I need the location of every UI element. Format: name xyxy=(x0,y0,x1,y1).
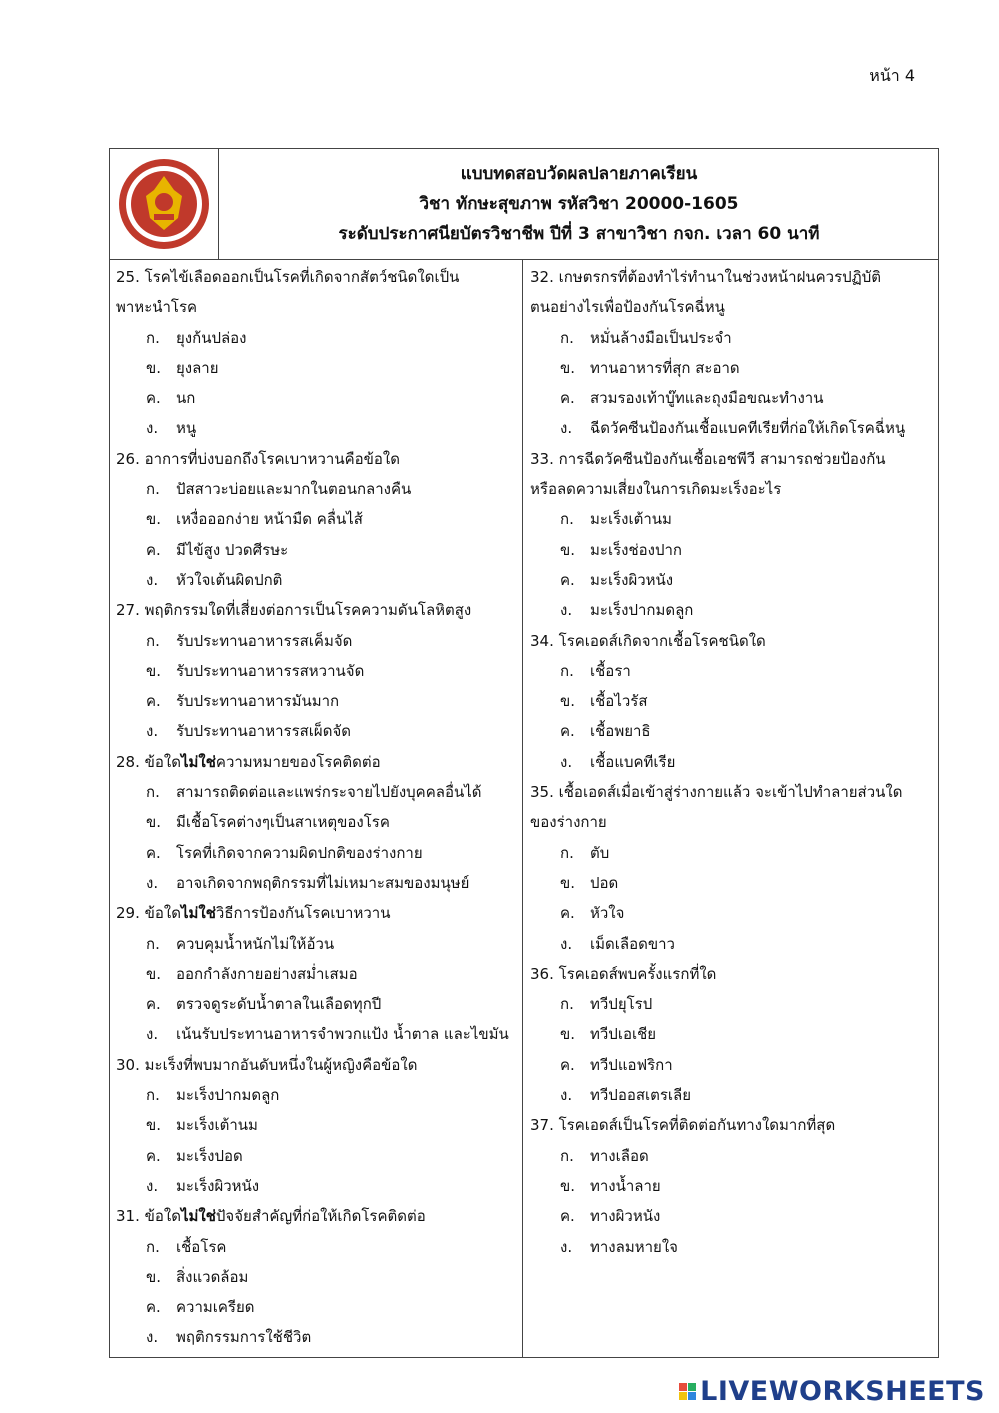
logo-square xyxy=(688,1392,696,1400)
choice-text: เม็ดเลือดขาว xyxy=(590,934,675,953)
choice-letter: ค. xyxy=(146,843,161,862)
choice-text: ทวีปเอเชีย xyxy=(590,1025,657,1044)
question-text xyxy=(530,959,932,989)
logo-square xyxy=(679,1383,687,1391)
choice-letter: ก. xyxy=(560,843,574,862)
choice-text: พฤติกรรมการใช้ชีวิต xyxy=(176,1328,312,1347)
answer-choice[interactable] xyxy=(116,353,516,383)
question-stem: ข้อใด xyxy=(139,1207,181,1226)
answer-choice[interactable] xyxy=(116,1019,516,1049)
choice-text: อาจเกิดจากพฤติกรรมที่ไม่เหมาะสมของมนุษย์ xyxy=(176,873,470,892)
answer-choice[interactable] xyxy=(116,989,516,1019)
answer-choice[interactable] xyxy=(116,504,516,534)
question-text-continued: ของร่างกาย xyxy=(530,813,607,832)
choice-text: หัวใจ xyxy=(590,904,625,923)
liveworksheets-brand xyxy=(679,1376,985,1407)
question-stem: โรคเอดส์เป็นโรคที่ติดต่อกันทางใดมากที่สุด xyxy=(553,1116,836,1135)
question-emphasis: ไม่ใช่ xyxy=(180,904,216,923)
question-stem: เกษตรกรที่ต้องทำไร่ทำนาในช่วงหน้าฝนควรปฏิบัติ xyxy=(553,268,882,286)
question-number: 35. xyxy=(530,783,554,802)
answer-choice[interactable] xyxy=(116,413,516,443)
question-text xyxy=(530,626,932,656)
answer-choice[interactable] xyxy=(116,777,516,807)
choice-text: มะเร็งผิวหนัง xyxy=(176,1176,260,1195)
choice-letter: ง. xyxy=(560,934,573,953)
choice-text: หมั่นล้างมือเป็นประจำ xyxy=(590,328,732,347)
choice-text: มีเชื้อโรคต่างๆเป็นสาเหตุของโรค xyxy=(176,813,390,832)
left-column xyxy=(110,260,523,1357)
question-stem: อาการที่บ่งบอกถึงโรคเบาหวานคือข้อใด xyxy=(139,449,400,468)
answer-choice[interactable] xyxy=(530,535,932,565)
choice-text: มะเร็งช่องปาก xyxy=(590,540,682,559)
choice-text: ทางเลือด xyxy=(590,1146,649,1165)
choice-letter: ค. xyxy=(146,692,161,711)
question-number: 29. xyxy=(116,904,140,923)
choice-letter: ข. xyxy=(146,1267,162,1286)
answer-choice[interactable] xyxy=(530,1080,932,1110)
choice-text: ทานอาหารที่สุก สะอาด xyxy=(590,358,740,377)
answer-choice[interactable] xyxy=(530,656,932,686)
question-stem: มะเร็งที่พบมากอันดับหนึ่งในผู้หญิงคือข้อใด xyxy=(139,1055,418,1074)
answer-choice[interactable] xyxy=(116,656,516,686)
question-text xyxy=(116,262,516,292)
choice-text: ออกกำลังกายอย่างสม่ำเสมอ xyxy=(176,964,358,983)
exam-table xyxy=(109,148,939,1358)
choice-text: โรคที่เกิดจากความผิดปกติของร่างกาย xyxy=(176,843,423,862)
choice-letter: ง. xyxy=(560,419,573,438)
question-text xyxy=(530,444,932,474)
choice-letter: ข. xyxy=(560,692,576,711)
question-text xyxy=(116,595,516,625)
answer-choice[interactable] xyxy=(116,1322,516,1352)
question-number: 31. xyxy=(116,1207,140,1226)
choice-text: หนู xyxy=(176,419,197,438)
answer-choice[interactable] xyxy=(530,1019,932,1049)
question-stem: การฉีดวัคซีนป้องกันเชื้อเอชพีวี สามารถช่วยป้องกัน xyxy=(553,449,886,468)
choice-letter: ข. xyxy=(146,1116,162,1135)
answer-choice[interactable] xyxy=(530,868,932,898)
choice-letter: ก. xyxy=(560,661,574,680)
answer-choice[interactable] xyxy=(530,1171,932,1201)
choice-letter: ค. xyxy=(146,995,161,1014)
choice-text: ทวีปแอฟริกา xyxy=(590,1055,673,1074)
choice-text: เหงื่อออกง่าย หน้ามืด คลื่นไส้ xyxy=(176,510,363,529)
answer-choice[interactable] xyxy=(530,716,932,746)
choice-letter: ค. xyxy=(146,389,161,408)
choice-letter: ก. xyxy=(560,995,574,1014)
choice-letter: ข. xyxy=(560,1025,576,1044)
answer-choice[interactable] xyxy=(116,959,516,989)
question-stem-rest: ความหมายของโรคติดต่อ xyxy=(215,752,381,771)
question-text xyxy=(116,898,516,928)
answer-choice[interactable] xyxy=(530,323,932,353)
question-number: 30. xyxy=(116,1055,140,1074)
choice-text: ปอด xyxy=(590,873,619,892)
answer-choice[interactable] xyxy=(116,1232,516,1262)
question-stem-rest: วิธีการป้องกันโรคเบาหวาน xyxy=(215,904,391,923)
question-emphasis: ไม่ใช่ xyxy=(180,752,216,771)
exam-title: แบบทดสอบวัดผลปลายภาคเรียน xyxy=(460,164,698,184)
answer-choice[interactable] xyxy=(530,929,932,959)
brand-text: LIVEWORKSHEETS xyxy=(700,1376,985,1407)
choice-letter: ข. xyxy=(146,813,162,832)
answer-choice[interactable] xyxy=(116,323,516,353)
choice-text: รับประทานอาหารรสเผ็ดจัด xyxy=(176,722,351,741)
answer-choice[interactable] xyxy=(530,595,932,625)
choice-letter: ค. xyxy=(560,722,575,741)
question-emphasis: ไม่ใช่ xyxy=(180,1207,216,1226)
subject-line: วิชา ทักษะสุขภาพ รหัสวิชา 20000-1605 xyxy=(419,194,739,214)
choice-text: ทวีปออสเตรเลีย xyxy=(590,1086,692,1105)
answer-choice[interactable] xyxy=(116,1110,516,1140)
choice-text: ทางผิวหนัง xyxy=(590,1207,661,1226)
question-text xyxy=(530,262,932,292)
question-stem: ข้อใด xyxy=(139,904,181,923)
answer-choice[interactable] xyxy=(530,989,932,1019)
choice-text: เน้นรับประทานอาหารจำพวกแป้ง น้ำตาล และไขมัน xyxy=(176,1025,509,1044)
choice-letter: ง. xyxy=(146,722,159,741)
question-number: 26. xyxy=(116,449,140,468)
choice-letter: ข. xyxy=(560,873,576,892)
answer-choice[interactable] xyxy=(530,838,932,868)
choice-letter: ง. xyxy=(146,419,159,438)
choice-letter: ค. xyxy=(560,570,575,589)
choice-text: รับประทานอาหารรสเค็มจัด xyxy=(176,631,353,650)
choice-text: มะเร็งเต้านม xyxy=(176,1116,258,1135)
choice-letter: ค. xyxy=(560,904,575,923)
choice-text: ยุงก้นปล่อง xyxy=(176,328,247,347)
choice-text: เชื้อรา xyxy=(590,661,631,680)
answer-choice[interactable] xyxy=(116,1080,516,1110)
choice-text: หัวใจเต้นผิดปกติ xyxy=(176,570,283,589)
choice-letter: ง. xyxy=(146,1328,159,1347)
choice-letter: ข. xyxy=(560,540,576,559)
answer-choice[interactable] xyxy=(116,868,516,898)
choice-text: ตรวจดูระดับน้ำตาลในเลือดทุกปี xyxy=(176,995,382,1014)
choice-letter: ก. xyxy=(146,934,160,953)
choice-text: สวมรองเท้าบู๊ทและถุงมือขณะทำงาน xyxy=(590,389,824,408)
choice-letter: ข. xyxy=(560,358,576,377)
answer-choice[interactable] xyxy=(530,1232,932,1262)
choice-letter: ข. xyxy=(560,1176,576,1195)
question-text xyxy=(116,1050,516,1080)
answer-choice[interactable] xyxy=(530,898,932,928)
page-number: หน้า 4 xyxy=(869,66,915,85)
question-text xyxy=(530,1110,932,1140)
choice-text: เชื้อโรค xyxy=(176,1237,227,1256)
choice-text: ความเครียด xyxy=(176,1298,255,1317)
choice-text: ตับ xyxy=(590,843,610,862)
choice-letter: ก. xyxy=(146,1237,160,1256)
choice-text: ทางน้ำลาย xyxy=(590,1176,661,1195)
answer-choice[interactable] xyxy=(116,1262,516,1292)
choice-text: เชื้อไวรัส xyxy=(590,692,648,711)
choice-text: เชื้อแบคทีเรีย xyxy=(590,752,676,771)
exam-header xyxy=(110,149,938,260)
choice-text: มะเร็งเต้านม xyxy=(590,510,672,529)
question-stem-rest: ปัจจัยสำคัญที่ก่อให้เกิดโรคติดต่อ xyxy=(215,1207,426,1226)
question-number: 28. xyxy=(116,752,140,771)
choice-text: เชื้อพยาธิ xyxy=(590,722,651,741)
question-stem: เชื้อเอดส์เมื่อเข้าสู่ร่างกายแล้ว จะเข้าไปทำลายส่วนใด xyxy=(553,783,903,802)
choice-text: ปัสสาวะบ่อยและมากในตอนกลางคืน xyxy=(176,480,412,499)
question-stem: โรคไข้เลือดออกเป็นโรคที่เกิดจากสัตว์ชนิดใดเป็น xyxy=(139,268,460,286)
liveworksheets-logo-icon xyxy=(679,1383,696,1400)
answer-choice[interactable] xyxy=(530,413,932,443)
choice-text: ควบคุมน้ำหนักไม่ให้อ้วน xyxy=(176,934,335,953)
choice-text: รับประทานอาหารรสหวานจัด xyxy=(176,661,365,680)
choice-letter: ค. xyxy=(146,1146,161,1165)
college-seal-icon xyxy=(116,156,212,252)
question-text-continued: พาหะนำโรค xyxy=(116,298,198,317)
choice-letter: ข. xyxy=(146,358,162,377)
question-number: 27. xyxy=(116,601,140,620)
question-text xyxy=(530,777,932,807)
answer-choice[interactable] xyxy=(116,626,516,656)
logo-square xyxy=(688,1383,696,1391)
choice-letter: ง. xyxy=(146,1176,159,1195)
question-number: 36. xyxy=(530,964,554,983)
answer-choice[interactable] xyxy=(116,1141,516,1171)
choice-text: มีไข้สูง ปวดศีรษะ xyxy=(176,540,289,559)
choice-letter: ง. xyxy=(560,1237,573,1256)
choice-letter: ก. xyxy=(560,510,574,529)
question-number: 32. xyxy=(530,268,554,286)
choice-letter: ง. xyxy=(146,570,159,589)
question-stem: ข้อใด xyxy=(139,752,181,771)
level-line: ระดับประกาศนียบัตรวิชาชีพ ปีที่ 3 สาขาวิชา กจก. เวลา 60 นาที xyxy=(338,224,820,244)
answer-choice[interactable] xyxy=(116,807,516,837)
answer-choice[interactable] xyxy=(116,1171,516,1201)
question-text xyxy=(116,747,516,777)
choice-letter: ค. xyxy=(560,1055,575,1074)
choice-text: มะเร็งผิวหนัง xyxy=(590,570,674,589)
answer-choice[interactable] xyxy=(530,353,932,383)
answer-choice[interactable] xyxy=(116,383,516,413)
choice-letter: ง. xyxy=(146,1025,159,1044)
choice-text: ฉีดวัคซีนป้องกันเชื้อแบคทีเรียที่ก่อให้เกิดโรคฉี่หนู xyxy=(590,419,906,438)
question-number: 37. xyxy=(530,1116,554,1135)
answer-choice[interactable] xyxy=(530,747,932,777)
choice-letter: ง. xyxy=(146,873,159,892)
right-column xyxy=(524,260,938,1357)
choice-letter: ข. xyxy=(146,661,162,680)
question-number: 33. xyxy=(530,449,554,468)
answer-choice[interactable] xyxy=(116,686,516,716)
answer-choice[interactable] xyxy=(530,1201,932,1231)
choice-letter: ก. xyxy=(146,631,160,650)
question-text-continued: หรือลดความเสี่ยงในการเกิดมะเร็งอะไร xyxy=(530,480,782,499)
exam-title-block xyxy=(220,149,938,259)
question-stem: โรคเอดส์พบครั้งแรกที่ใด xyxy=(553,964,717,983)
answer-choice[interactable] xyxy=(530,383,932,413)
choice-letter: ค. xyxy=(560,389,575,408)
choice-text: ทางลมหายใจ xyxy=(590,1237,678,1256)
answer-choice[interactable] xyxy=(116,1292,516,1322)
answer-choice[interactable] xyxy=(116,838,516,868)
choice-letter: ง. xyxy=(560,1086,573,1105)
choice-text: ทวีปยุโรป xyxy=(590,995,653,1014)
choice-text: มะเร็งปากมดลูก xyxy=(176,1086,280,1105)
question-stem: โรคเอดส์เกิดจากเชื้อโรคชนิดใด xyxy=(553,631,766,650)
answer-choice[interactable] xyxy=(116,929,516,959)
choice-letter: ก. xyxy=(560,328,574,347)
answer-choice[interactable] xyxy=(530,504,932,534)
answer-choice[interactable] xyxy=(530,1141,932,1171)
choice-letter: ก. xyxy=(146,480,160,499)
choice-text: รับประทานอาหารมันมาก xyxy=(176,692,340,711)
choice-letter: ก. xyxy=(146,783,160,802)
question-text xyxy=(116,444,516,474)
choice-letter: ง. xyxy=(560,752,573,771)
choice-letter: ก. xyxy=(560,1146,574,1165)
answer-choice[interactable] xyxy=(116,716,516,746)
answer-choice[interactable] xyxy=(116,565,516,595)
logo-cell xyxy=(110,149,219,259)
question-stem: พฤติกรรมใดที่เสี่ยงต่อการเป็นโรคความดันโลหิตสูง xyxy=(139,601,472,620)
choice-letter: ข. xyxy=(146,510,162,529)
choice-letter: ก. xyxy=(146,1086,160,1105)
choice-letter: ข. xyxy=(146,964,162,983)
question-number: 34. xyxy=(530,631,554,650)
choice-text: สามารถติดต่อและแพร่กระจายไปยังบุคคลอื่นได้ xyxy=(176,783,482,802)
choice-letter: ค. xyxy=(560,1207,575,1226)
choice-letter: ค. xyxy=(146,1298,161,1317)
choice-text: สิ่งแวดล้อม xyxy=(176,1267,249,1286)
answer-choice[interactable] xyxy=(116,474,516,504)
choice-letter: ค. xyxy=(146,540,161,559)
answer-choice[interactable] xyxy=(530,565,932,595)
choice-text: มะเร็งปอด xyxy=(176,1146,243,1165)
choice-text: ยุงลาย xyxy=(176,358,219,377)
answer-choice[interactable] xyxy=(530,686,932,716)
choice-letter: ง. xyxy=(560,601,573,620)
question-number: 25. xyxy=(116,268,140,286)
answer-choice[interactable] xyxy=(116,535,516,565)
logo-square xyxy=(679,1392,687,1400)
choice-text: นก xyxy=(176,389,196,408)
question-text xyxy=(116,1201,516,1231)
question-text-continued: ตนอย่างไรเพื่อป้องกันโรคฉี่หนู xyxy=(530,298,725,317)
answer-choice[interactable] xyxy=(530,1050,932,1080)
choice-text: มะเร็งปากมดลูก xyxy=(590,601,694,620)
choice-letter: ก. xyxy=(146,328,160,347)
